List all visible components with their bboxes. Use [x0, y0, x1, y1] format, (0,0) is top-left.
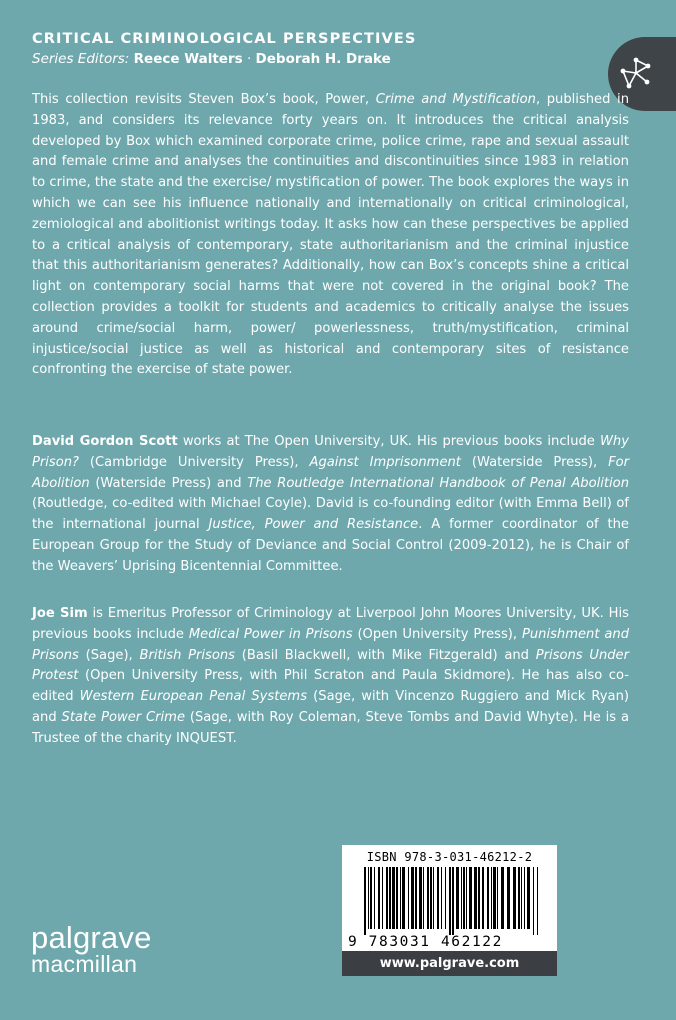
series-title: CRITICAL CRIMINOLOGICAL PERSPECTIVES [32, 31, 417, 47]
barcode-bar [521, 867, 522, 929]
barcode-bar [392, 867, 395, 929]
logo-line-macmillan: macmillan [31, 951, 138, 977]
bio2-book-title: Prisons Under Protest [32, 647, 629, 684]
barcode-bar [491, 867, 492, 929]
barcode-bar [364, 867, 366, 935]
barcode-bar [445, 867, 446, 929]
author-bio-scott [32, 432, 629, 578]
author-name-sim: Joe Sim [32, 606, 88, 621]
barcode-bar [423, 867, 424, 929]
barcode-bar [501, 867, 504, 929]
barcode-bar [452, 867, 454, 935]
barcode-bar [386, 867, 388, 929]
bio2-text: (Sage), [78, 647, 140, 663]
barcode-bar [507, 867, 510, 929]
bio2-text: (Open University Press, with Phil Scraton and Paula Skidmore). He has also co-edited [32, 668, 629, 705]
bio2-text: (Sage, with Roy Coleman, Steve Tombs and David Whyte). He is a Trustee of the charity INQUEST. [32, 709, 630, 746]
bio1-book-title: Against Imprisonment [309, 454, 461, 470]
series-editor-1: Reece Walters [133, 51, 243, 67]
book-description [32, 90, 629, 381]
barcode-bar [466, 867, 467, 929]
blurb-text-2: , published in 1983, and considers its relevance forty years on. It introduces the critical analysis developed by Box which examined corporate crime, police crime, rape and sexual assault and female crime and analyses the continuities and discontinuities since 1983 in relation to crime, the state and the exercise/ mystification of power. The book explores the ways in which we can see his influence nationally and internationally on critical criminological, zemiological and abolitionist writings today. It asks how can these perspectives be applied to a critical analysis of contemporary, state authoritarianism and the criminal injustice that this authoritarianism generates? Additionally, how can Box’s concepts shine a critical light on contemporary social harms that were not covered in the original book? The collection provides a toolkit for students and academics to critically analyse the issues around crime/social harm, power/ powerlessness, truth/mystification, criminal injustice/social justice as well as historical and contemporary sites of resistance confronting the exercise of state power. [32, 92, 629, 378]
barcode-bar [463, 867, 465, 929]
bio2-text: (Open University Press), [352, 626, 522, 642]
barcode-bar [408, 867, 409, 929]
bio1-book-title: The Routledge International Handbook of Penal Abolition [247, 475, 629, 491]
isbn-label: ISBN 978-3-031-46212-2 [366, 850, 533, 864]
bio1-text: works at The Open University, UK. His previous books include [177, 434, 600, 449]
barcode-bar [430, 867, 432, 929]
bio2-text: is Emeritus Professor of Criminology at Liverpool John Moores University, UK. His previous books include [32, 606, 629, 642]
barcode-bar [400, 867, 401, 929]
bio1-book-title: For Abolition [32, 454, 630, 491]
barcode-bar [482, 867, 484, 929]
bio1-text: (Routledge, co-edited with Michael Coyle). David is co-founding editor (with Emma Bell) of the international journal [32, 496, 629, 533]
bio2-text: (Sage, with Vincenzo Ruggiero and Mick Ryan) and [32, 689, 629, 725]
bio2-book-title: Medical Power in Prisons [188, 626, 353, 642]
barcode-bar [469, 867, 472, 929]
bio2-text: (Basil Blackwell, with Mike Fitzgerald) and [235, 647, 536, 663]
publisher-url[interactable]: www.palgrave.com [342, 951, 557, 976]
bio2-book-title: British Prisons [139, 647, 236, 663]
barcode-bar [456, 867, 459, 929]
blurb-book-title: Crime and Mystification [375, 92, 536, 107]
barcode-bar [537, 867, 538, 935]
barcode-bar [389, 867, 391, 929]
barcode-bar [524, 867, 525, 929]
author-name-scott: David Gordon Scott [32, 434, 178, 449]
barcode-bar [415, 867, 417, 929]
isbn-digits: 9 783031 462122 [348, 934, 503, 950]
bio1-journal-title: Justice, Power and Resistance [208, 517, 419, 533]
series-editors-label: Series Editors: [32, 51, 130, 67]
barcode-bar [370, 867, 372, 929]
palgrave-star-icon [620, 57, 652, 89]
barcode-bar [497, 867, 498, 929]
barcode-bar [368, 867, 369, 929]
barcode-bar [378, 867, 380, 929]
barcode-bar [419, 867, 422, 929]
barcode-bar [449, 867, 451, 935]
barcode-bar [441, 867, 442, 929]
bio2-book-title: Punishment and Prisons [32, 626, 630, 663]
blurb-text-1: This collection revisits Steven Box’s book, Power, [32, 92, 376, 107]
palgrave-macmillan-logo [31, 922, 152, 976]
barcode-bar [461, 867, 462, 929]
bio1-book-title: Why Prison? [32, 434, 629, 470]
editor-separator: · [246, 51, 252, 67]
author-bio-sim [32, 604, 629, 750]
barcode-bar [427, 867, 429, 929]
bio1-text: . A former coordinator of the European Group for the Study of Deviance and Social Control (2009-2012), he is Chair of the Weavers’ Uprising Bicentennial Committee. [32, 517, 629, 574]
barcode-bar [374, 867, 375, 929]
logo-line-palgrave: palgrave [31, 920, 152, 955]
bio1-text: (Waterside Press) and [89, 475, 248, 491]
bio1-text: (Waterside Press), [460, 454, 609, 470]
barcode-bar [411, 867, 414, 929]
barcode-bar [402, 867, 405, 929]
barcode-icon [364, 867, 542, 935]
barcode-bar [382, 867, 383, 929]
barcode-bar [487, 867, 489, 929]
series-editor-2: Deborah H. Drake [255, 51, 391, 67]
barcode-bar [478, 867, 480, 929]
series-editors [32, 51, 391, 67]
barcode-bar [513, 867, 516, 929]
barcode-bar [396, 867, 398, 929]
barcode-bar [518, 867, 520, 929]
barcode-bar [474, 867, 477, 929]
bio2-book-title: State Power Crime [61, 709, 185, 725]
barcode-bar [493, 867, 496, 929]
barcode-bar [437, 867, 439, 929]
bio2-book-title: Western European Penal Systems [79, 689, 308, 705]
barcode-bar [433, 867, 434, 929]
barcode-bar [533, 867, 534, 935]
bio1-text: (Cambridge University Press), [79, 454, 310, 470]
barcode-bar [527, 867, 530, 929]
